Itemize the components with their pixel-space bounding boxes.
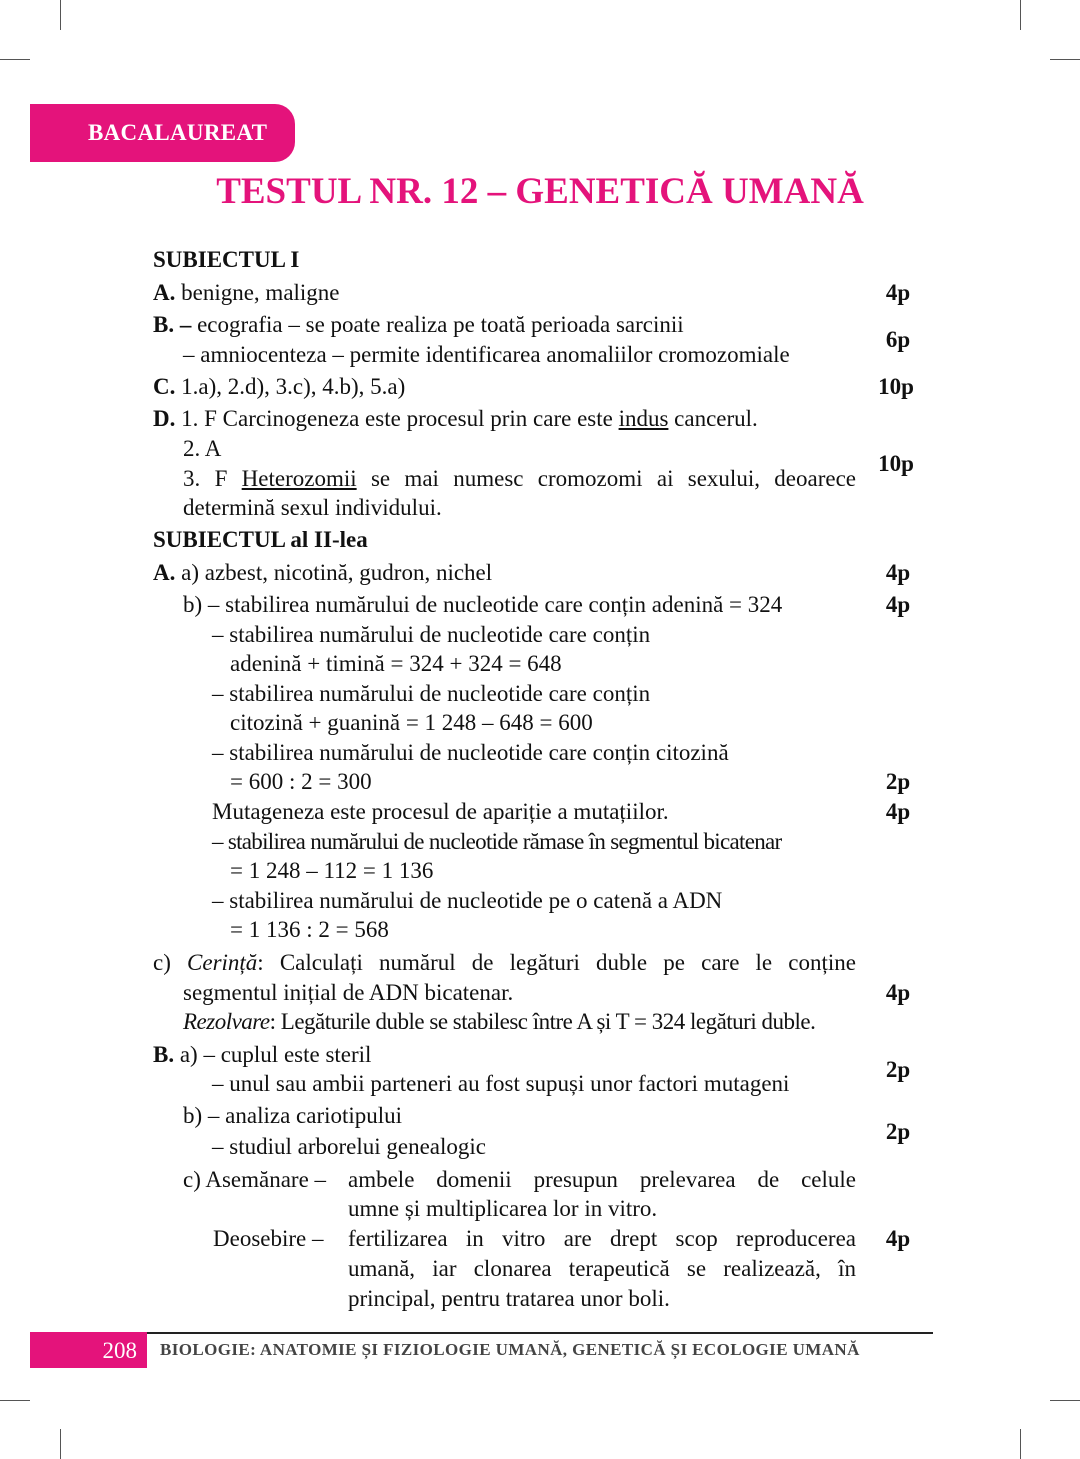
text-2ab-line3: adenină + timină = 324 + 324 = 648: [230, 651, 562, 676]
points-1c: 10p: [878, 374, 914, 399]
text-2ab-line11: – stabilirea numărului de nucleotide pe o catenă a ADN: [212, 888, 723, 913]
crop-mark: [0, 1400, 30, 1401]
text-1a: benigne, maligne: [175, 280, 340, 305]
points-2bb: 2p: [885, 1119, 911, 1144]
crop-mark: [1050, 1400, 1080, 1401]
points-1d: 10p: [878, 451, 914, 476]
crop-mark: [1020, 1429, 1021, 1459]
text-2ac-l3: : Legăturile duble se stabilesc între A și T = 324 legături duble.: [269, 1009, 816, 1034]
answer-2aa: [153, 558, 492, 587]
text-2ab-line2: – stabilirea numărului de nucleotide care conțin: [212, 622, 651, 647]
label-b: B. –: [153, 312, 192, 337]
text-2ab-line7: = 600 : 2 = 300: [230, 769, 372, 794]
text-1d2: 2. A: [183, 436, 222, 461]
text-2bc-line1: ambele domenii presupun prelevarea de celule: [348, 1167, 856, 1192]
points-1a: 4p: [885, 280, 911, 305]
text-1d3-post: se mai numesc cromozomi ai sexului, deoarece: [356, 466, 856, 491]
text-2ab-line8: Mutageneza este procesul de apariție a mutațiilor.: [212, 799, 669, 824]
heading-subiectul-2: SUBIECTUL al II-lea: [153, 527, 368, 552]
label-cerinta: Cerință: [187, 950, 258, 975]
label-a: A.: [153, 280, 176, 305]
points-2ac: 4p: [885, 980, 911, 1005]
text-2aa: a) azbest, nicotină, gudron, nichel: [175, 560, 493, 585]
text-2ab-line12: = 1 136 : 2 = 568: [230, 917, 389, 942]
text-1d3-pre: 3. F: [183, 466, 242, 491]
page-number: 208: [30, 1332, 147, 1368]
text-1d1-underlined: indus: [618, 406, 669, 431]
text-1b-line2: – amniocenteza – permite identificarea anomaliilor cromozomiale: [183, 342, 790, 367]
label-c: C.: [153, 374, 176, 399]
text-2ab-line10: = 1 248 – 112 = 1 136: [230, 858, 434, 883]
text-2ab-line6: – stabilirea numărului de nucleotide care conțin citozină: [212, 740, 729, 765]
text-2ab-line4: – stabilirea numărului de nucleotide care conțin: [212, 681, 651, 706]
text-2bc-lead: c) Asemănare –: [183, 1167, 327, 1192]
text-2bc-lead2: Deosebire –: [213, 1226, 324, 1251]
points-2ab-2: 2p: [885, 769, 911, 794]
answer-1a: [153, 278, 340, 307]
label-d: D.: [153, 406, 176, 431]
points-2ba: 2p: [885, 1057, 911, 1082]
label-2a: A.: [153, 560, 176, 585]
text-2ba-line2: – unul sau ambii parteneri au fost supuși unor factori mutageni: [212, 1071, 790, 1096]
answer-2ba: [153, 1040, 371, 1069]
text-2ac-l1: : Calculați numărul de legături duble pe care le conține: [257, 950, 856, 975]
footer-rule: [147, 1332, 933, 1334]
text-1d3-underlined: Heterozomii: [241, 466, 357, 491]
points-1b: 6p: [885, 327, 911, 352]
heading-subiectul-1: SUBIECTUL I: [153, 247, 300, 272]
answer-1b: [153, 310, 684, 339]
label-2ac: c): [153, 950, 188, 975]
points-2ab-3: 4p: [885, 799, 911, 824]
answer-1c: [153, 372, 405, 401]
book-title: BIOLOGIE: ANATOMIE ȘI FIZIOLOGIE UMANĂ, GENETICĂ ȘI ECOLOGIE UMANĂ: [160, 1340, 860, 1359]
text-2ac-line3: [183, 1007, 815, 1036]
crop-mark: [1020, 0, 1021, 30]
text-2bc-line2: umne și multiplicarea lor in vitro.: [348, 1196, 658, 1221]
text-2bc-line3: fertilizarea in vitro are drept scop reproducerea: [348, 1226, 856, 1251]
text-2ac-line2: segmentul inițial de ADN bicatenar.: [183, 980, 514, 1005]
text-2bc-line5: principal, pentru tratarea unor boli.: [348, 1286, 670, 1311]
page-title: TESTUL NR. 12 – GENETICĂ UMANĂ: [216, 171, 864, 212]
answer-1d: [153, 404, 758, 433]
points-2aa: 4p: [885, 560, 911, 585]
points-2bc: 4p: [885, 1226, 911, 1251]
text-1d1-post: cancerul.: [668, 406, 758, 431]
text-1c: 1.a), 2.d), 3.c), 4.b), 5.a): [175, 374, 406, 399]
label-2b: B.: [153, 1042, 175, 1067]
text-1b-line1: ecografia – se poate realiza pe toată perioada sarcinii: [191, 312, 684, 337]
text-2ba-line1: a) – cuplul este steril: [174, 1042, 372, 1067]
text-2ab-line9: – stabilirea numărului de nucleotide rămase în segmentul bicatenar: [212, 829, 782, 854]
text-2ab-line5: citozină + guanină = 1 248 – 648 = 600: [230, 710, 593, 735]
points-2ab-1: 4p: [885, 592, 911, 617]
crop-mark: [1050, 59, 1080, 60]
text-1d1-pre: 1. F Carcinogeneza este procesul prin care este: [175, 406, 619, 431]
text-2bb-line2: – studiul arborelui genealogic: [212, 1134, 487, 1159]
text-2bc-line4: umană, iar clonarea terapeutică se realizează, în: [348, 1256, 856, 1281]
crop-mark: [60, 1429, 61, 1459]
label-rezolvare: Rezolvare: [183, 1009, 270, 1034]
text-1d3: [183, 464, 856, 493]
crop-mark: [0, 59, 30, 60]
text-2ac-line1: [153, 948, 856, 977]
text-1d3-line2: determină sexul individului.: [183, 495, 442, 520]
section-tab: BACALAUREAT: [30, 104, 295, 162]
text-2bb-line1: b) – analiza cariotipului: [183, 1103, 403, 1128]
text-2ab-line1: b) – stabilirea numărului de nucleotide care conțin adenină = 324: [183, 592, 783, 617]
crop-mark: [60, 0, 61, 30]
